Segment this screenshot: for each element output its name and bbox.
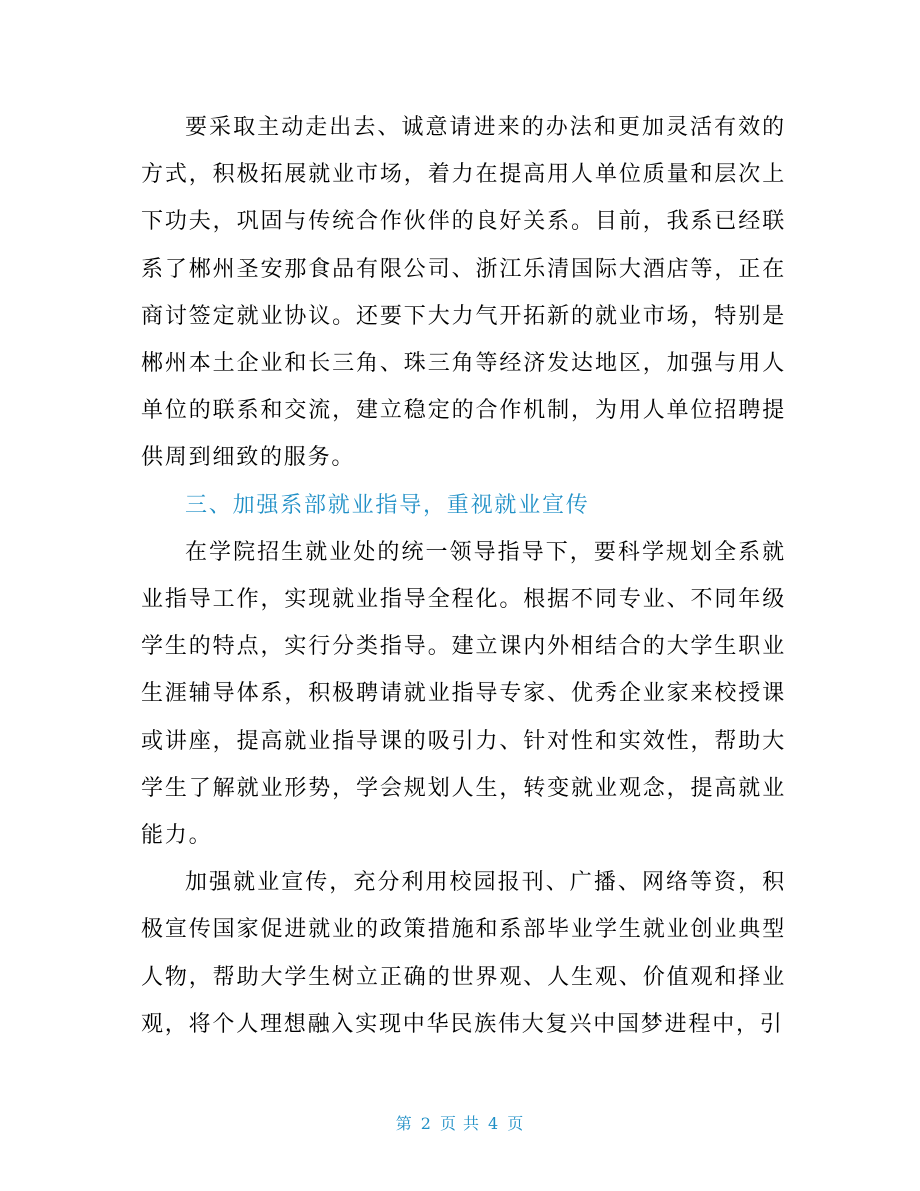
footer-suffix: 页 [507, 1114, 525, 1133]
page-content [141, 104, 786, 1048]
paragraph-employment-guidance: 在学院招生就业处的统一领导指导下，要科学规划全系就业指导工作，实现就业指导全程化。根据不同专业、不同年级学生的特点，实行分类指导。建立课内外相结合的大学生职业生涯辅导体系，积极聘请就业指导专家、优秀企业家来校授课或讲座，提高就业指导课的吸引力、针对性和实效性，帮助大学生了解就业形势，学会规划人生，转变就业观念，提高就业能力。 [141, 539, 786, 849]
paragraph-employment-market: 要采取主动走出去、诚意请进来的办法和更加灵活有效的方式，积极拓展就业市场，着力在提高用人单位质量和层次上下功夫，巩固与传统合作伙伴的良好关系。目前，我系已经联系了郴州圣安那食品有限公司、浙江乐清国际大酒店等，正在商讨签定就业协议。还要下大力气开拓新的就业市场，特别是郴州本土企业和长三角、珠三角等经济发达地区，加强与用人单位的联系和交流，建立稳定的合作机制，为用人单位招聘提供周到细致的服务。 [141, 115, 786, 471]
footer-current-page: 2 [420, 1114, 432, 1133]
footer-total-pages: 4 [488, 1114, 500, 1133]
page-footer [0, 1112, 920, 1136]
paragraph-employment-publicity: 加强就业宣传，充分利用校园报刊、广播、网络等资，积极宣传国家促进就业的政策措施和系部毕业学生就业创业典型人物，帮助大学生树立正确的世界观、人生观、价值观和择业观，将个人理想融入实现中华民族伟大复兴中国梦进程中，引 [141, 870, 786, 1037]
footer-prefix: 第 [395, 1114, 413, 1133]
section-heading: 三、加强系部就业指导，重视就业宣传 [185, 492, 590, 518]
footer-middle: 页 共 [439, 1114, 481, 1133]
